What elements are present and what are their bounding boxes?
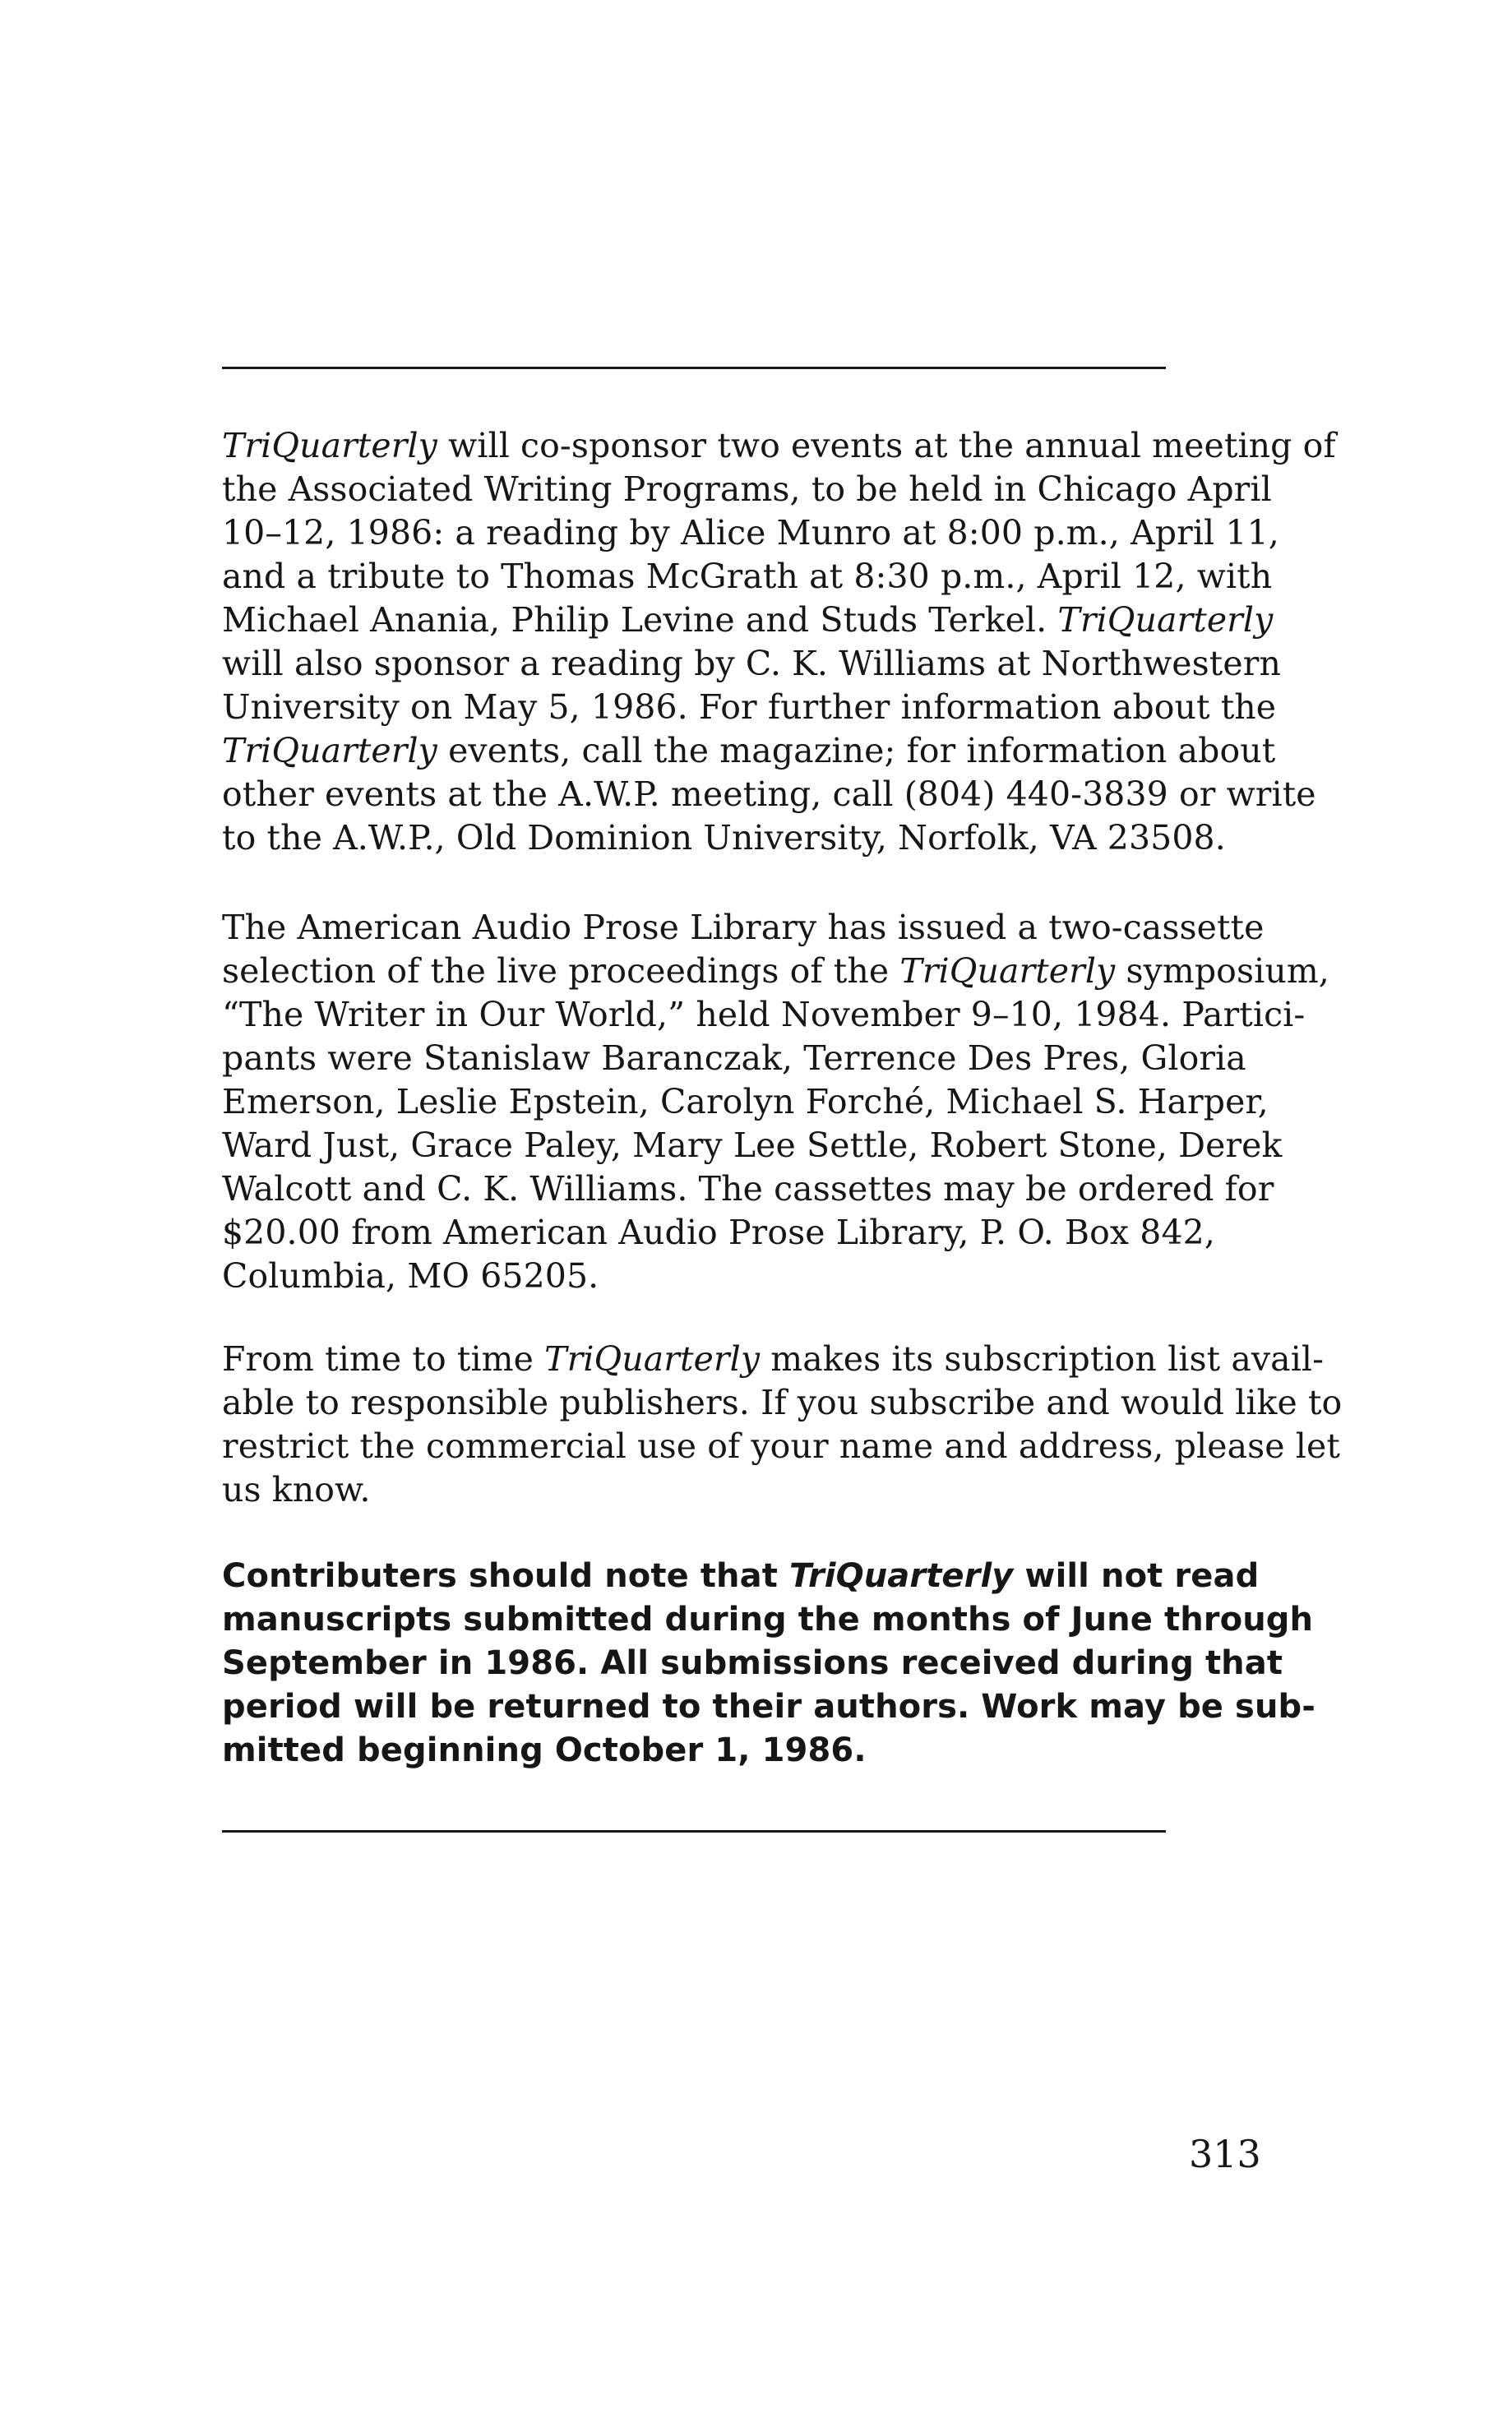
italic-title: TriQuarterly	[899, 951, 1116, 991]
text-line: $20.00 from American Audio Prose Library, P. O. Box 842,	[222, 1213, 1215, 1252]
italic-title: TriQuarterly	[222, 426, 437, 465]
text-line: us know.	[222, 1470, 371, 1509]
text-line: Columbia, MO 65205.	[222, 1256, 599, 1296]
text-line: the Associated Writing Programs, to be held in Chicago April	[222, 469, 1272, 509]
top-rule	[222, 367, 1166, 369]
text-line: pants were Stanislaw Baranczak, Terrence Des Pres, Gloria	[222, 1038, 1246, 1078]
events-paragraph	[222, 424, 1336, 860]
text-line: TriQuarterly will co-sponsor two events at the annual meeting of	[222, 426, 1336, 465]
text-line: selection of the live proceedings of the TriQuarterly symposium,	[222, 951, 1329, 991]
text-line: University on May 5, 1986. For further information about the	[222, 687, 1277, 727]
text-line: Michael Anania, Philip Levine and Studs Terkel. TriQuarterly	[222, 600, 1274, 640]
bottom-rule	[222, 1830, 1166, 1833]
text-line: Emerson, Leslie Epstein, Carolyn Forché, Michael S. Harper,	[222, 1082, 1269, 1121]
page-number: 313	[1189, 2132, 1261, 2176]
text-line: will also sponsor a reading by C. K. Williams at Northwestern	[222, 644, 1281, 683]
text-line: TriQuarterly events, call the magazine; for information about	[222, 731, 1276, 770]
italic-title: TriQuarterly	[222, 731, 437, 770]
text-line: From time to time TriQuarterly makes its subscription list avail-	[222, 1339, 1325, 1379]
text-line: able to responsible publishers. If you subscribe and would like to	[222, 1383, 1343, 1422]
text-line: Contributers should note that TriQuarterly will not read	[222, 1557, 1260, 1595]
contributors-notice	[222, 1555, 1315, 1773]
audio-library-paragraph	[222, 906, 1329, 1298]
text-line: September in 1986. All submissions received during that	[222, 1644, 1283, 1682]
italic-title: TriQuarterly	[788, 1557, 1014, 1595]
text-line: other events at the A.W.P. meeting, call (804) 440-3839 or write	[222, 774, 1316, 814]
text-line: manuscripts submitted during the months of June through	[222, 1601, 1314, 1639]
text-line: 10–12, 1986: a reading by Alice Munro at 8:00 p.m., April 11,	[222, 513, 1279, 552]
text-line: “The Writer in Our World,” held November 9–10, 1984. Partici-	[222, 995, 1306, 1034]
italic-title: TriQuarterly	[1057, 600, 1274, 640]
text-line: The American Audio Prose Library has issued a two-cassette	[222, 908, 1265, 947]
text-line: mitted beginning October 1, 1986.	[222, 1731, 867, 1769]
subscription-paragraph	[222, 1338, 1343, 1512]
text-line: to the A.W.P., Old Dominion University, Norfolk, VA 23508.	[222, 818, 1226, 857]
text-line: period will be returned to their authors. Work may be sub-	[222, 1688, 1315, 1726]
text-line: Walcott and C. K. Williams. The cassettes may be ordered for	[222, 1169, 1274, 1209]
italic-title: TriQuarterly	[544, 1339, 761, 1379]
text-line: Ward Just, Grace Paley, Mary Lee Settle, Robert Stone, Derek	[222, 1126, 1283, 1165]
text-line: and a tribute to Thomas McGrath at 8:30 p.m., April 12, with	[222, 557, 1273, 596]
text-line: restrict the commercial use of your name and address, please let	[222, 1426, 1340, 1466]
